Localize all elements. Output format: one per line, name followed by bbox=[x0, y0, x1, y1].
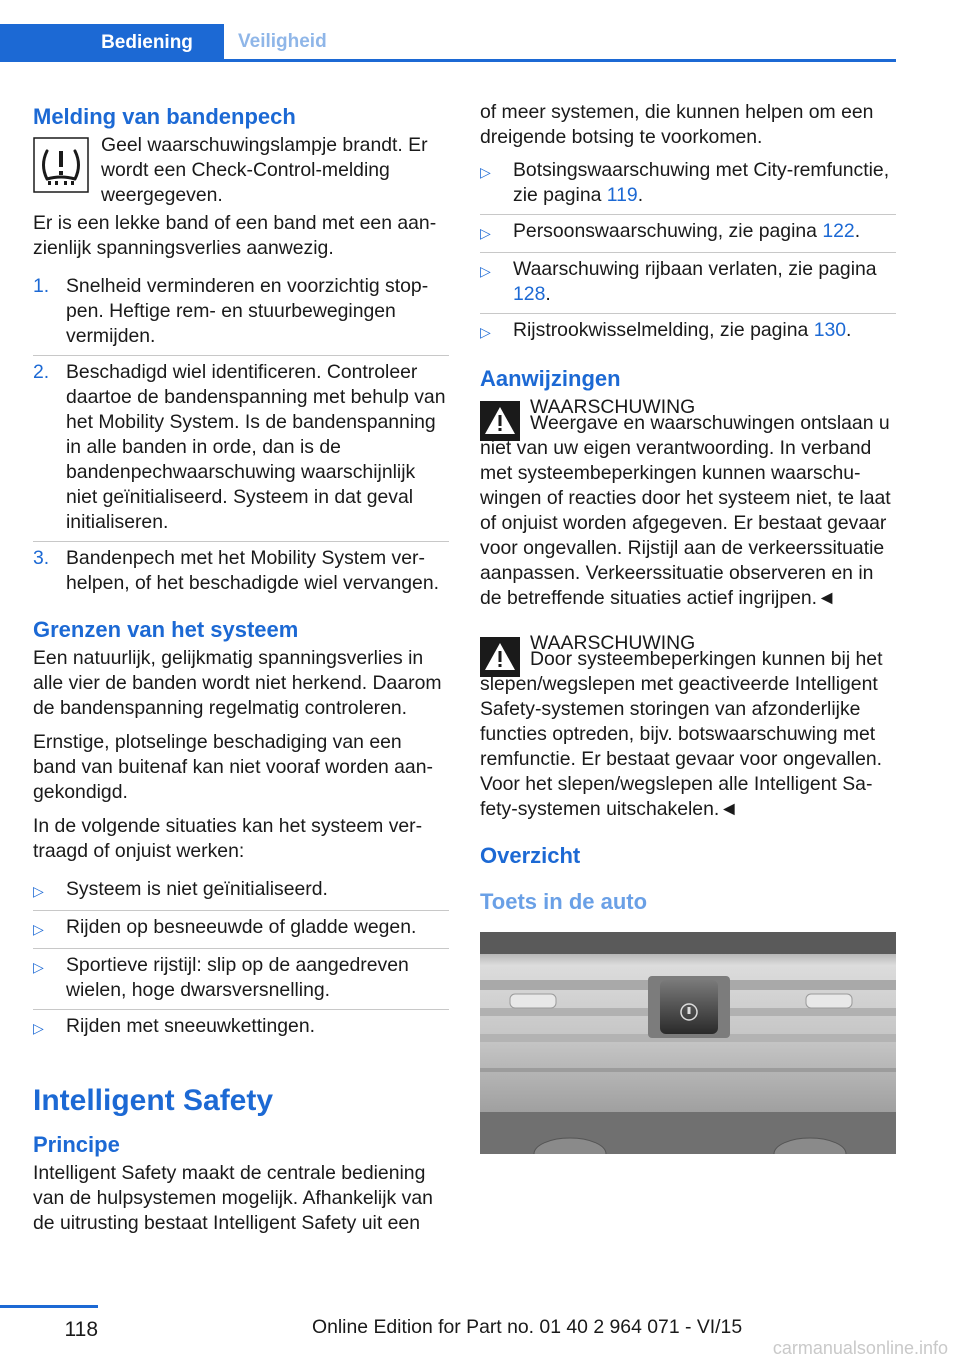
list-item: ▷ Waarschuwing rijbaan verlaten, zie pagina 128. bbox=[480, 253, 896, 314]
step-text: Beschadigd wiel identificeren. Controleer daartoe de bandenspanning met behulp van het Mobility System. Is de bandenspanning in alle banden in orde, dan is de bandenpechwaarschuwing waarschijnlijk niet geïnitialiseerd. Systeem in dat geval initialiseren. bbox=[66, 361, 446, 533]
system-text: Waarschuwing rijbaan verlaten, zie pagina bbox=[513, 258, 877, 280]
heading-intelligent-safety: Intelligent Safety bbox=[33, 1084, 274, 1117]
page-link-130[interactable]: 130 bbox=[813, 319, 847, 341]
list-item bbox=[33, 542, 449, 602]
system-text: Botsingswaarschuwing met City-remfunctie, zie pagina bbox=[513, 159, 890, 206]
situation-text: Systeem is niet geïnitialiseerd. bbox=[66, 878, 328, 900]
right-column bbox=[480, 100, 896, 1154]
list-item bbox=[33, 911, 449, 949]
watermark: carmanualsonline.info bbox=[772, 1338, 948, 1358]
heading-button: Toets in de auto bbox=[480, 889, 648, 914]
list-item: ▷ Rijstrookwisselmelding, zie pagina 130. bbox=[480, 314, 896, 351]
button-photo bbox=[480, 932, 896, 1154]
paragraph-principe: Intelligent Safety maakt de centrale bediening van de hulpsystemen mogelijk. Afhankelijk van de uitrusting bestaat Intelligent Safety uit een bbox=[33, 1162, 433, 1234]
tire-pressure-warning-icon bbox=[33, 137, 89, 193]
header-rule bbox=[0, 59, 896, 62]
paragraph-limits-3: In de volgende situaties kan het systeem vertraagd of onjuist werken: bbox=[33, 815, 423, 862]
step-number: 1. bbox=[33, 275, 50, 297]
warning-label: WAARSCHUWING bbox=[530, 632, 696, 654]
heading-limits: Grenzen van het systeem bbox=[33, 617, 299, 642]
paragraph-flat: Er is een lekke band of een band met een aanzienlijk spanningsverlies aanwezig. bbox=[33, 212, 437, 259]
list-triangle-icon: ▷ bbox=[480, 225, 491, 241]
situation-text: Sportieve rijstijl: slip op de aangedreven wielen, hoge dwarsversnelling. bbox=[66, 954, 409, 1001]
step-text: Snelheid verminderen en voorzichtig stoppen. Heftige rem- en stuurbewegingen vermijden. bbox=[66, 275, 429, 347]
page-number: 118 bbox=[64, 1318, 98, 1341]
warning-text: Door systeembeperkingen kunnen bij het slepen/wegslepen met geactiveerde Intelligent Safety-systemen storingen van afzonderlijke functies optreden, bijv. botswaarschuwing met remfunctie. Er bestaat gevaar voor ongevallen. Voor het slepen/wegslepen alle Intelligent Safety-systemen uitschakelen.◄ bbox=[480, 648, 883, 820]
list-triangle-icon: ▷ bbox=[480, 263, 491, 279]
page-link-122[interactable]: 122 bbox=[822, 220, 855, 242]
situation-text: Rijden met sneeuwkettingen. bbox=[66, 1015, 315, 1037]
lamp-block bbox=[33, 133, 449, 208]
lamp-text: Geel waarschuwingslampje brandt. Er wordt een Check-Control-melding weergegeven. bbox=[101, 134, 428, 206]
paragraph-continued: of meer systemen, die kunnen helpen om een dreigende botsing te voorkomen. bbox=[480, 101, 874, 148]
paragraph-limits-1: Een natuurlijk, gelijkmatig spanningsverlies in alle vier de banden wordt niet herkend. Daarom de bandenspanning regelmatig controleren. bbox=[33, 647, 442, 719]
list-triangle-icon: ▷ bbox=[33, 921, 44, 937]
heading-notes: Aanwijzingen bbox=[480, 366, 621, 391]
warning-label: WAARSCHUWING bbox=[530, 396, 696, 418]
system-text: Persoonswaarschuwing, zie pagina bbox=[513, 220, 823, 242]
system-text: Rijstrookwisselmelding, zie pagina bbox=[513, 319, 814, 341]
footer-rule bbox=[0, 1305, 98, 1308]
list-item bbox=[33, 949, 449, 1010]
list-triangle-icon: ▷ bbox=[480, 164, 491, 180]
list-item: ▷ Persoonswaarschuwing, zie pagina 122. bbox=[480, 215, 896, 253]
list-triangle-icon: ▷ bbox=[33, 883, 44, 899]
situation-text: Rijden op besneeuwde of gladde wegen. bbox=[66, 916, 417, 938]
left-column bbox=[33, 100, 449, 1245]
heading-overview: Overzicht bbox=[480, 843, 581, 868]
systems-list bbox=[480, 154, 896, 351]
tab-veiligheid[interactable]: Veiligheid bbox=[238, 30, 327, 52]
situations-list bbox=[33, 873, 449, 1047]
tab-bediening[interactable]: Bediening bbox=[0, 24, 224, 62]
page-header bbox=[0, 24, 896, 62]
heading-flat-tire: Melding van bandenpech bbox=[33, 104, 296, 129]
list-item bbox=[33, 356, 449, 542]
step-text: Bandenpech met het Mobility System verhelpen, of het beschadigde wiel vervangen. bbox=[66, 547, 439, 594]
list-triangle-icon: ▷ bbox=[33, 959, 44, 975]
steps-list bbox=[33, 270, 449, 602]
list-item bbox=[33, 1010, 449, 1047]
list-item bbox=[33, 873, 449, 911]
step-number: 3. bbox=[33, 547, 50, 569]
footer-edition: Online Edition for Part no. 01 40 2 964 071 - VI/15 bbox=[312, 1316, 743, 1338]
heading-principe: Principe bbox=[33, 1132, 120, 1157]
warning-block-1 bbox=[480, 395, 896, 611]
warning-text: Weergave en waarschuwingen ontslaan u niet van uw eigen verantwoording. In verband met systeembeperkingen kunnen waarschuwingen of reacties door het systeem niet, te laat of onjuist worden afgegeven. Er bestaat gevaar voor ongevallen. Rijstijl aan de verkeerssituatie aanpassen. Verkeerssituatie observeren en in de betreffende situaties actief ingrijpen.◄ bbox=[480, 412, 891, 609]
page-link-119[interactable]: 119 bbox=[606, 184, 638, 206]
warning-triangle-icon bbox=[480, 401, 520, 441]
paragraph-limits-2: Ernstige, plotselinge beschadiging van een band van buitenaf kan niet vooraf worden aangekondigd. bbox=[33, 731, 433, 803]
warning-block-2 bbox=[480, 631, 896, 822]
list-triangle-icon: ▷ bbox=[33, 1020, 44, 1036]
list-triangle-icon: ▷ bbox=[480, 324, 491, 340]
list-item bbox=[33, 270, 449, 356]
warning-triangle-icon bbox=[480, 637, 520, 677]
page-link-128[interactable]: 128 bbox=[513, 283, 546, 305]
step-number: 2. bbox=[33, 361, 50, 383]
list-item: ▷ Botsingswaarschuwing met City-remfunctie, zie pagina 119. bbox=[480, 154, 896, 215]
